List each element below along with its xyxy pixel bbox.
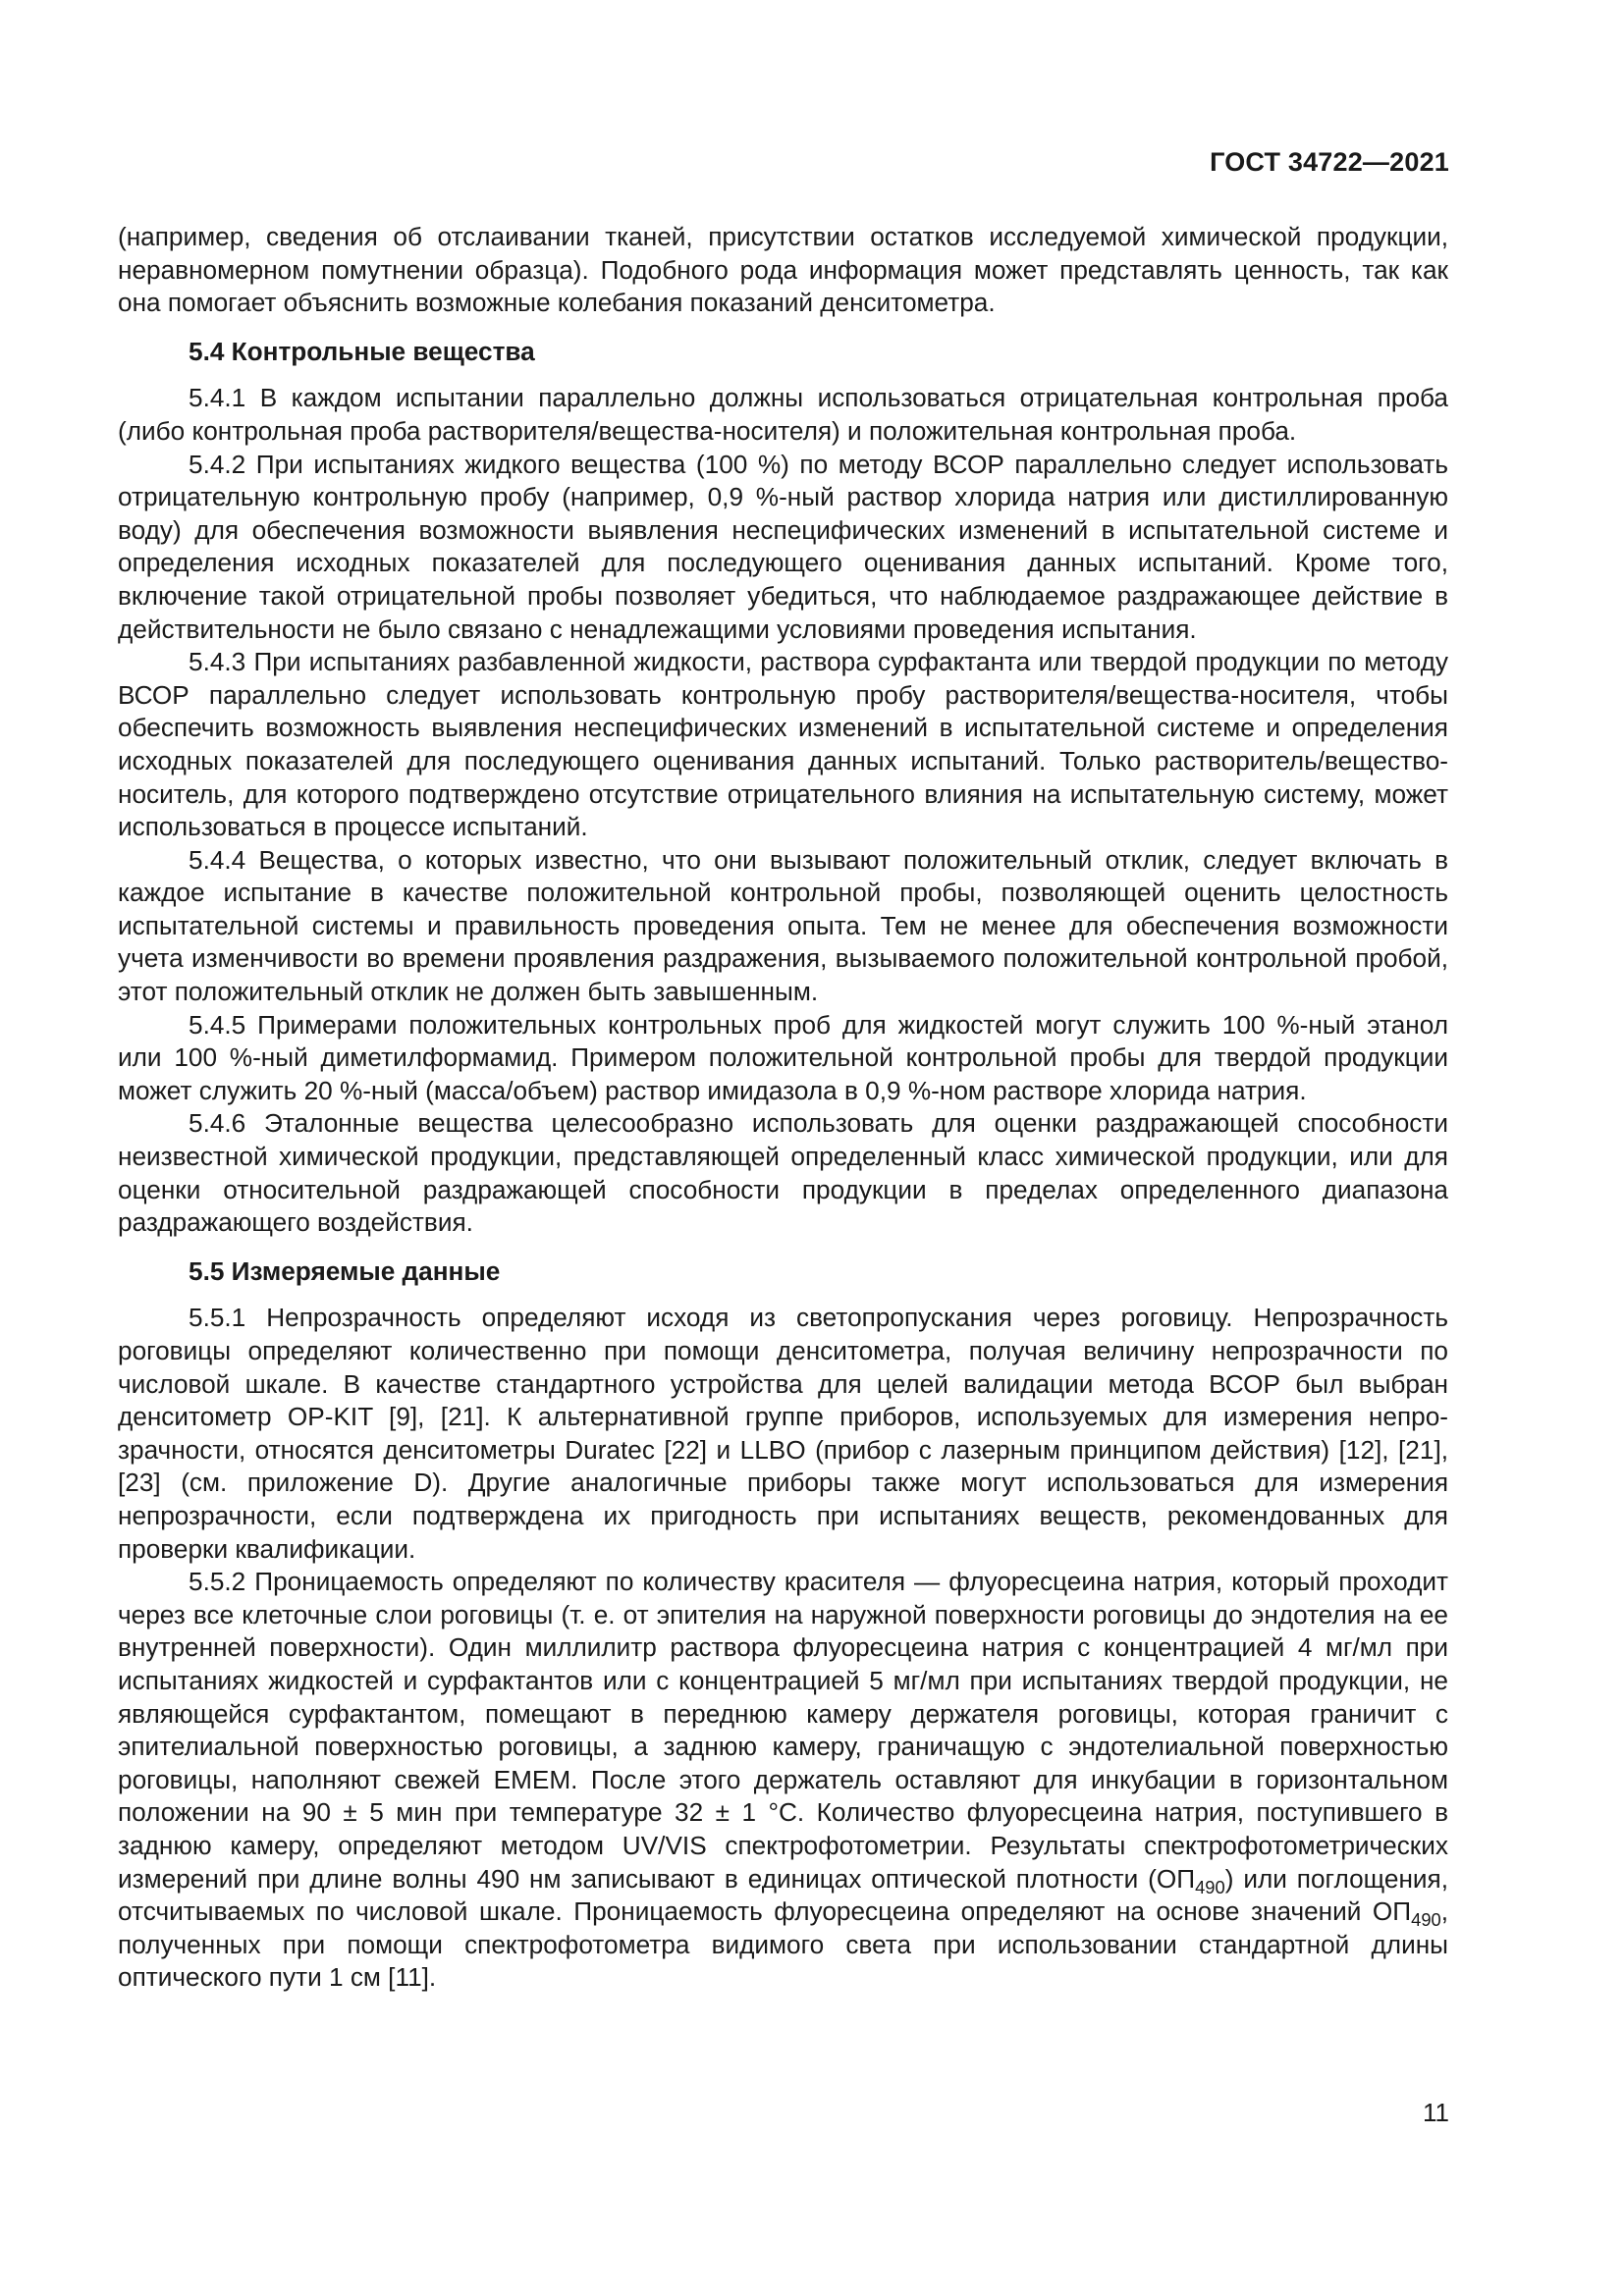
clause-5-4-2: 5.4.2 При испытаниях жидкого вещества (100 %) по методу ВСОР параллельно следует использовать отрицательную контрольную пробу (например, 0,9 %-ный раствор хлорида натрия или дистиллированную воду) для обеспечения возможности выявления неспецифических изменений в испытательной системе и определения исходных показателей для последующего оценивания данных испытаний. Кроме того, включение такой отрицательной пробы позволяет убедиться, что наблюдаемое раздражающее действие в действительности не было связано с ненадлежащими условиями проведения испытания. (118, 449, 1448, 644)
clause-5-5-2-text-b: ) или поглощения, отсчитываемых по числовой шкале. Проницаемость флуоресцеина определяют на основе значений ОП (118, 1863, 1448, 1927)
page-number: 11 (1423, 2098, 1449, 2127)
section-heading-5-4: 5.4 Контрольные вещества (189, 336, 535, 366)
clause-5-5-2-text-c: , полученных при помощи спектрофотометра видимого света при использовании стандартной длины оптического пути 1 см [11]. (118, 1896, 1448, 1993)
clause-5-4-5: 5.4.5 Примерами положительных контрольных проб для жидкостей могут служить 100 %-ный этанол или 100 %-ный диметилформамид. Примером положительной контрольной пробы для твердой продукции может служить 20 %-ный (масса/объем) раствор имидазола в 0,9 %-ном растворе хлорида натрия. (118, 1009, 1448, 1105)
section-heading-5-5: 5.5 Измеряемые данные (189, 1255, 501, 1286)
clause-5-4-4: 5.4.4 Вещества, о которых известно, что они вызывают положительный отклик, следует включать в каждое испытание в качестве положительной контрольной пробы, позволяющей оценить целостность испытательной системы и правильность проведения опыта. Тем не менее для обеспечения возможности учета изменчивости во времени проявления раздражения, вызываемого положительной контрольной пробой, этот положительный отклик не должен быть завышенным. (118, 844, 1448, 1007)
clause-5-4-1: 5.4.1 В каждом испытании параллельно должны использоваться отрицательная контрольная проба (либо контрольная проба растворителя/вещества-носителя) и положительная контрольная проба. (118, 383, 1448, 446)
document-code: ГОСТ 34722—2021 (1210, 147, 1449, 177)
clause-5-5-2 (118, 1566, 1448, 1995)
clause-5-4-3: 5.4.3 При испытаниях разбавленной жидкости, раствора сурфактанта или твердой продукции по методу ВСОР параллельно следует использовать контрольную пробу растворителя/вещества-носителя, чтобы обеспечить возможность выявления неспецифических изменений в испытательной системе и определения исходных показателей для последующего оценивания данных испытаний. Только растворитель/вещество-носитель, для которого подтверждено отсутствие отрицательного влияния на испытательную систему, может использоваться в процессе испытаний. (118, 647, 1448, 842)
clause-5-5-2-text-a: 5.5.2 Проницаемость определяют по количеству красителя — флуоресцеина натрия, который проходит через все клеточные слои роговицы (т. е. от эпителия на наружной поверхности роговицы до эндотелия на ее внутренней поверхности). Один миллилитр раствора флуоресцеина натрия с концентрацией 4 мг/мл при испытаниях жидкостей и сурфактантов или с концентрацией 5 мг/мл при испытаниях твердой продукции, не являющейся сурфактантом, помещают в переднюю камеру держателя роговицы, которая граничит с эпителиальной поверхностью роговицы, а заднюю камеру, граничащую с эндотелиальной поверхностью роговицы, наполняют свежей ЕМЕМ. После этого держатель оставляют для инкубации в горизонтальном положении на 90 ± 5 мин при температуре 32 ± 1 °С. Количество флуоресцеина натрия, поступившего в заднюю камеру, определяют методом UV/VIS спектрофотометрии. Результаты спектрофотометрических измерений при длине волны 490 нм записывают в единицах оптической плотности (ОП (118, 1567, 1448, 1894)
continued-paragraph: (например, сведения об отслаивании тканей, присутствии остатков исследуемой химической продукции, неравномерном помутнении образца). Подобного рода информация может представлять ценность, так как она помогает объяснить возможные колебания показаний денситометра. (118, 222, 1448, 318)
clause-5-5-1: 5.5.1 Непрозрачность определяют исходя из светопропускания через роговицу. Непрозрачность роговицы определяют количественно при помощи денситометра, получая величину непрозрачности по числовой шкале. В качестве стандартного устройства для целей валидации метода ВСОР был выбран денситометр OP-KIT [9], [21]. К альтернативной группе приборов, используемых для измерения непрозрачности, относятся денситометры Duratec [22] и LLBO (прибор с лазерным принципом действия) [12], [21], [23] (см. приложение D). Другие аналогичные приборы также могут использоваться для измерения непрозрачности, если подтверждена их пригодность при испытаниях веществ, рекомендованных для проверки квалификации. (118, 1303, 1448, 1564)
clause-5-4-6: 5.4.6 Эталонные вещества целесообразно использовать для оценки раздражающей способности неизвестной химической продукции, представляющей определенный класс химической продукции, или для оценки относительной раздражающей способности продукции в пределах определенного диапазона раздражающего воздействия. (118, 1108, 1448, 1238)
optical-density-subscript: 490 (1195, 1876, 1225, 1897)
optical-density-subscript: 490 (1411, 1909, 1441, 1931)
page-body (118, 221, 1448, 1995)
